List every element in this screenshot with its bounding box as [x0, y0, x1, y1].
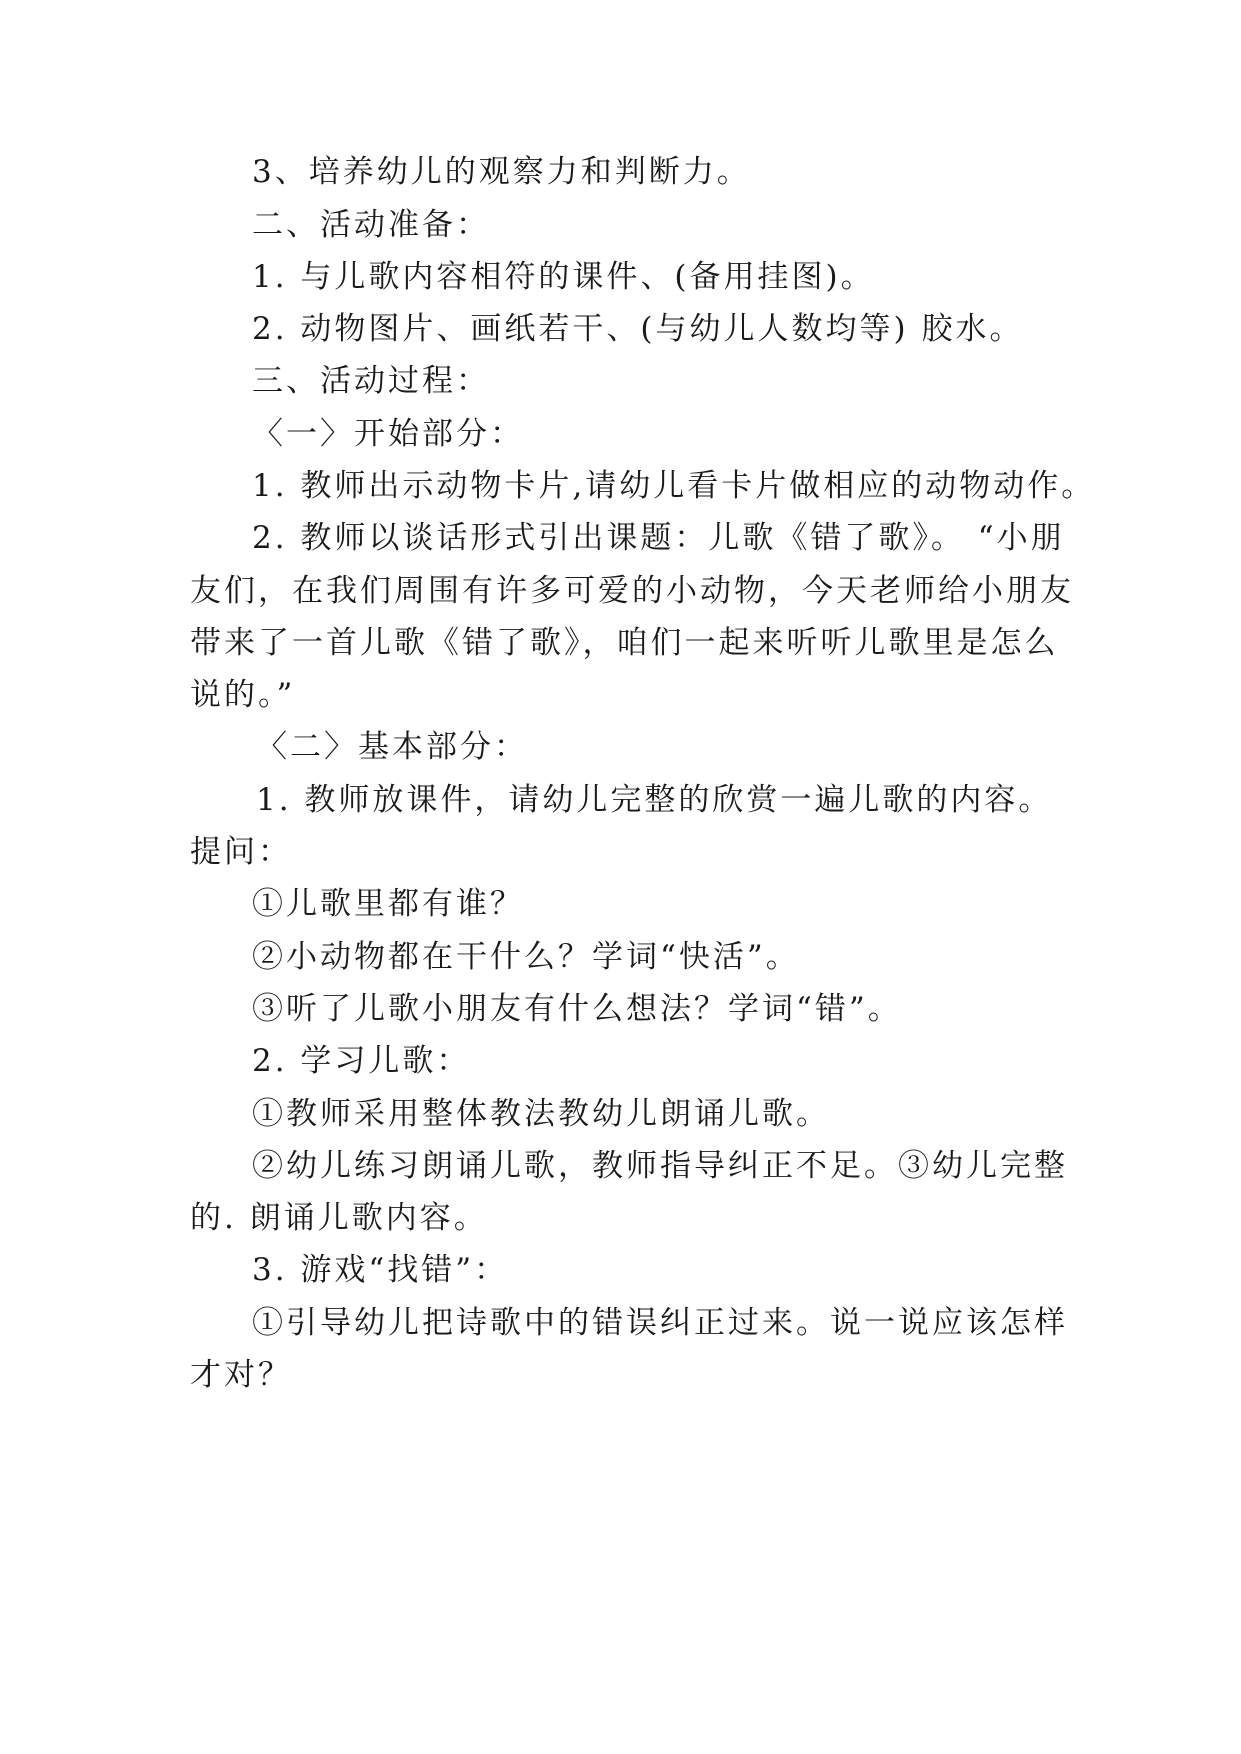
text-line: 3. 游戏“找错”： [252, 1252, 509, 1288]
text-line: 友们，在我们周围有许多可爱的小动物，今天老师给小朋友 [190, 573, 1074, 609]
text-line: 的. 朗诵儿歌内容。 [190, 1200, 488, 1236]
subsection-heading: 〈一〉开始部分： [252, 416, 524, 452]
text-line: ①引导幼儿把诗歌中的错误纠正过来。说一说应该怎样 [252, 1305, 1068, 1341]
text-line: 1. 教师出示动物卡片,请幼儿看卡片做相应的动物动作。 [252, 468, 1096, 504]
text-line: 带来了一首儿歌《错了歌》，咱们一起来听听儿歌里是怎么 [190, 625, 1059, 661]
text-line: 1. 与儿歌内容相符的课件、(备用挂图)。 [252, 259, 875, 295]
text-line: ②小动物都在干什么？学词“快活”。 [252, 939, 800, 975]
text-line: ②幼儿练习朗诵儿歌，教师指导纠正不足。③幼儿完整 [252, 1148, 1068, 1184]
subsection-heading: 〈二〉基本部分： [256, 729, 528, 765]
text-line: ③听了儿歌小朋友有什么想法？学词“错”。 [252, 991, 902, 1027]
section-heading: 三、活动过程： [252, 363, 490, 399]
text-line: 3、培养幼儿的观察力和判断力。 [252, 154, 751, 190]
text-line: 2. 教师以谈话形式引出课题：儿歌《错了歌》。 “小朋 [252, 520, 1065, 556]
text-line: ①教师采用整体教法教幼儿朗诵儿歌。 [252, 1096, 830, 1132]
text-line: 1. 教师放课件，请幼儿完整的欣赏一遍儿歌的内容。 [256, 782, 1053, 818]
text-line: 才对？ [190, 1357, 292, 1393]
text-line: 2. 学习儿歌： [252, 1043, 471, 1079]
text-line: ①儿歌里都有谁？ [252, 886, 524, 922]
text-line: 说的。” [190, 677, 296, 713]
text-line: 2. 动物图片、画纸若干、(与幼儿人数均等) 胶水。 [252, 311, 1024, 347]
text-line: 提问： [190, 834, 292, 870]
section-heading: 二、活动准备： [252, 207, 490, 243]
